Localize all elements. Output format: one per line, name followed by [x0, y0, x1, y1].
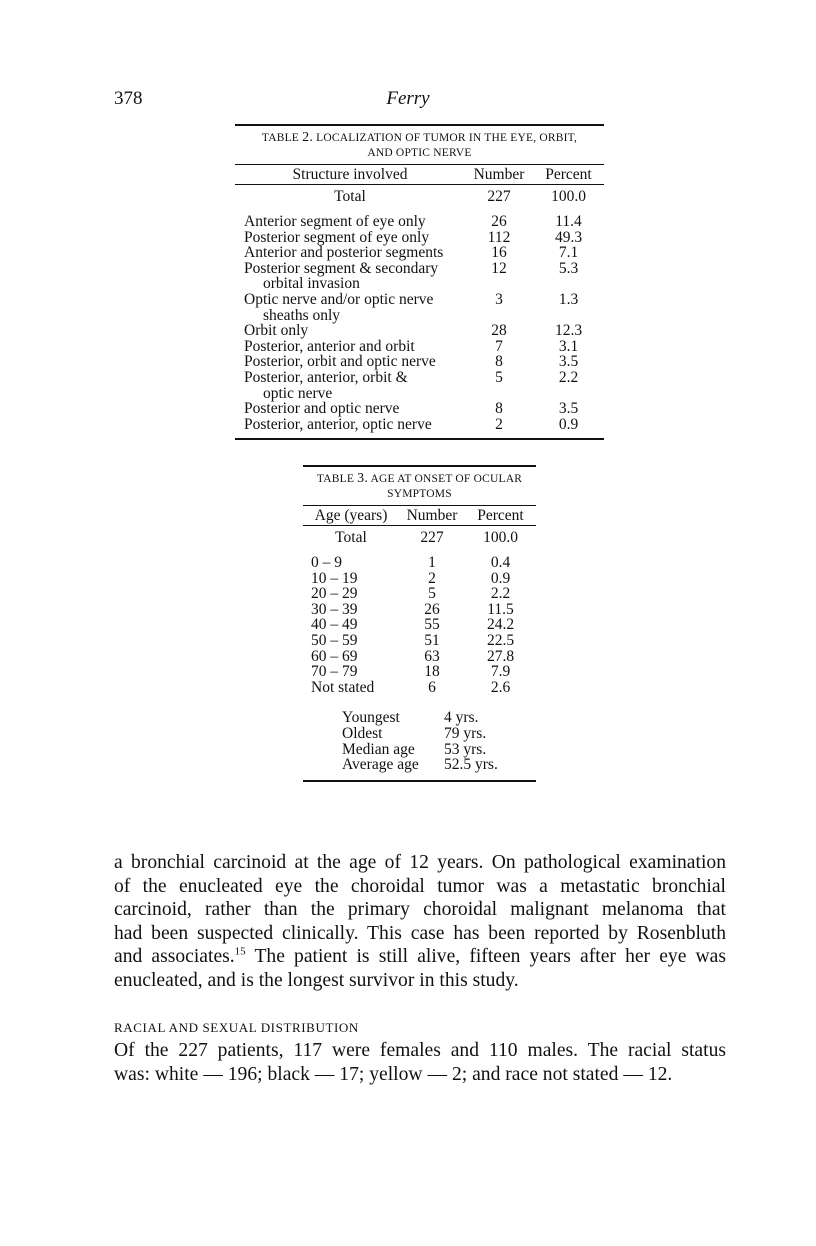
row-percent: 3.1	[558, 337, 579, 355]
row-label: Not stated	[311, 678, 375, 696]
paragraph-line-part: and associates.	[114, 946, 235, 967]
column-header: Number	[406, 507, 458, 524]
row-percent: 49.3	[554, 228, 583, 246]
summary-value: 4 yrs.	[444, 709, 479, 727]
paragraph-line: a bronchial carcinoid at the age of 12 years. On pathological examination	[114, 852, 726, 873]
row-number: 5	[495, 368, 503, 386]
row-label-continuation: sheaths only	[263, 306, 341, 324]
summary-row	[342, 742, 536, 758]
total-number: 227	[487, 188, 511, 205]
page-number: 378	[114, 88, 143, 109]
row-label: 70 – 79	[311, 663, 358, 681]
total-percent: 100.0	[483, 529, 518, 546]
row-percent: 12.3	[554, 322, 583, 340]
row-number: 26	[491, 213, 507, 230]
table-2-caption	[235, 126, 604, 161]
row-label	[235, 261, 465, 292]
summary-label: Oldest	[342, 724, 383, 742]
row-percent: 0.4	[490, 554, 511, 571]
row-label: Posterior and optic nerve	[244, 400, 400, 418]
table-row	[235, 354, 604, 370]
table-3-header	[303, 505, 536, 526]
table-3-number: 3.	[357, 471, 369, 486]
row-percent: 27.8	[486, 647, 515, 665]
section-heading: RACIAL AND SEXUAL DISTRIBUTION	[114, 1020, 359, 1035]
summary-label: Median age	[342, 740, 415, 758]
table-row	[235, 323, 604, 339]
row-label: Orbit only	[244, 322, 309, 340]
table-row	[235, 339, 604, 355]
table-row	[235, 401, 604, 417]
table-row	[235, 292, 604, 323]
row-label-text: Posterior segment & secondary	[244, 259, 439, 277]
table-3-total-row	[303, 528, 536, 547]
row-number: 7	[495, 337, 503, 355]
row-percent: 7.1	[558, 244, 579, 262]
total-percent: 100.0	[551, 188, 586, 205]
row-label	[235, 370, 465, 401]
row-percent: 3.5	[558, 400, 579, 418]
table-row	[303, 664, 536, 680]
row-number: 18	[424, 663, 440, 681]
summary-row	[342, 710, 536, 726]
reference-superscript: 15	[234, 945, 246, 958]
row-label: Anterior and posterior segments	[244, 244, 444, 262]
table-row	[235, 417, 604, 433]
row-number: 63	[424, 647, 440, 665]
row-percent: 0.9	[490, 569, 511, 587]
row-label: Posterior, anterior and orbit	[244, 337, 415, 355]
row-number: 2	[495, 415, 503, 433]
row-label: Posterior, anterior, optic nerve	[244, 415, 432, 433]
summary-value: 79 yrs.	[444, 724, 487, 742]
row-number: 5	[428, 585, 436, 603]
row-percent: 5.3	[558, 259, 579, 277]
total-number: 227	[420, 529, 444, 546]
table-3-title-line2: SYMPTOMS	[387, 488, 452, 500]
column-header: Number	[473, 166, 525, 183]
table-2-body	[235, 214, 604, 438]
row-number: 12	[491, 259, 507, 277]
row-percent: 0.9	[558, 415, 579, 433]
paragraph-line: of the enucleated eye the choroidal tumor was a metastatic bronchial	[114, 875, 726, 897]
table-2-header	[235, 164, 604, 185]
row-label: 30 – 39	[311, 600, 358, 618]
row-label-text: Optic nerve and/or optic nerve	[244, 290, 434, 308]
summary-label: Average age	[342, 756, 419, 774]
table-2	[235, 124, 604, 440]
paragraph-line: enucleated, and is the longest survivor in this study.	[114, 969, 519, 991]
row-number: 8	[495, 400, 503, 418]
table-2-total-row	[235, 187, 604, 206]
paragraph-line: had been suspected clinically. This case has been reported by Rosenbluth	[114, 922, 726, 944]
row-percent: 24.2	[486, 616, 515, 634]
table-2-title-line1: LOCALIZATION OF TUMOR IN THE EYE, ORBIT,	[316, 132, 578, 144]
paragraph-line: was: white — 196; black — 17; yellow — 2; and race not stated — 12.	[114, 1063, 673, 1085]
row-percent: 2.6	[490, 678, 511, 696]
table-2-number: 2.	[302, 130, 314, 145]
row-label-text: Posterior, anterior, orbit &	[244, 368, 408, 386]
row-number: 8	[495, 353, 503, 371]
total-label: Total	[334, 188, 366, 205]
table-3-title-line1: AGE AT ONSET OF OCULAR	[370, 473, 523, 485]
row-label: 20 – 29	[311, 585, 358, 603]
table-3-body	[303, 555, 536, 695]
row-number: 1	[428, 554, 436, 571]
body-paragraph-2	[114, 1039, 726, 1086]
summary-value: 52.5 yrs.	[444, 756, 498, 774]
row-percent: 1.3	[558, 290, 579, 308]
table-row	[235, 230, 604, 246]
table-row	[303, 633, 536, 649]
table-3	[303, 465, 536, 782]
table-3-caption	[303, 467, 536, 502]
column-header: Percent	[545, 166, 592, 183]
row-label: 50 – 59	[311, 631, 358, 649]
table-row	[303, 649, 536, 665]
table-row	[235, 245, 604, 261]
paragraph-line-part: The patient is still alive, fifteen years after her eye was	[254, 946, 727, 967]
table-row	[303, 555, 536, 571]
paragraph-line	[114, 945, 726, 969]
row-label: Posterior segment of eye only	[244, 228, 430, 246]
table-row	[303, 602, 536, 618]
table-row	[235, 261, 604, 292]
row-percent: 2.2	[558, 368, 579, 386]
table-row	[303, 586, 536, 602]
row-number: 2	[428, 569, 436, 587]
row-label: Posterior, orbit and optic nerve	[244, 353, 436, 371]
row-number: 51	[424, 631, 440, 649]
table-row	[303, 571, 536, 587]
row-percent: 7.9	[490, 663, 511, 681]
row-label-continuation: optic nerve	[263, 384, 333, 402]
table-row	[303, 680, 536, 696]
table-row	[235, 370, 604, 401]
row-label: Anterior segment of eye only	[244, 213, 426, 230]
table-2-title-line2: AND OPTIC NERVE	[367, 147, 472, 159]
row-number: 55	[424, 616, 440, 634]
row-percent: 3.5	[558, 353, 579, 371]
summary-label: Youngest	[342, 709, 400, 727]
table-2-label: TABLE	[261, 132, 300, 144]
column-header: Percent	[477, 507, 524, 524]
summary-value: 53 yrs.	[444, 740, 487, 758]
paragraph-line: Of the 227 patients, 117 were females and 110 males. The racial status	[114, 1040, 726, 1061]
row-percent: 11.4	[555, 213, 582, 230]
row-percent: 11.5	[487, 600, 514, 618]
total-label: Total	[335, 529, 367, 546]
body-paragraph-1	[114, 851, 726, 992]
row-number: 112	[487, 228, 511, 246]
column-header: Age (years)	[314, 507, 388, 524]
row-label: 60 – 69	[311, 647, 358, 665]
running-head: Ferry	[386, 88, 430, 109]
summary-row	[342, 726, 536, 742]
row-label: 10 – 19	[311, 569, 358, 587]
paragraph-line: carcinoid, rather than the primary choroidal malignant melanoma that	[114, 899, 726, 920]
row-number: 16	[491, 244, 507, 262]
row-label-continuation: orbital invasion	[263, 275, 360, 293]
row-number: 3	[495, 290, 503, 308]
row-number: 28	[491, 322, 507, 340]
row-percent: 2.2	[490, 585, 511, 603]
row-label: 40 – 49	[311, 616, 358, 634]
row-label	[235, 292, 465, 323]
table-3-label: TABLE	[316, 473, 355, 485]
row-number: 26	[424, 600, 440, 618]
table-row	[235, 214, 604, 230]
row-percent: 22.5	[486, 631, 515, 649]
summary-row	[342, 757, 536, 773]
row-label: 0 – 9	[311, 554, 342, 571]
row-number: 6	[428, 678, 436, 696]
table-3-summary	[303, 695, 536, 779]
table-row	[303, 617, 536, 633]
column-header: Structure involved	[292, 166, 408, 183]
